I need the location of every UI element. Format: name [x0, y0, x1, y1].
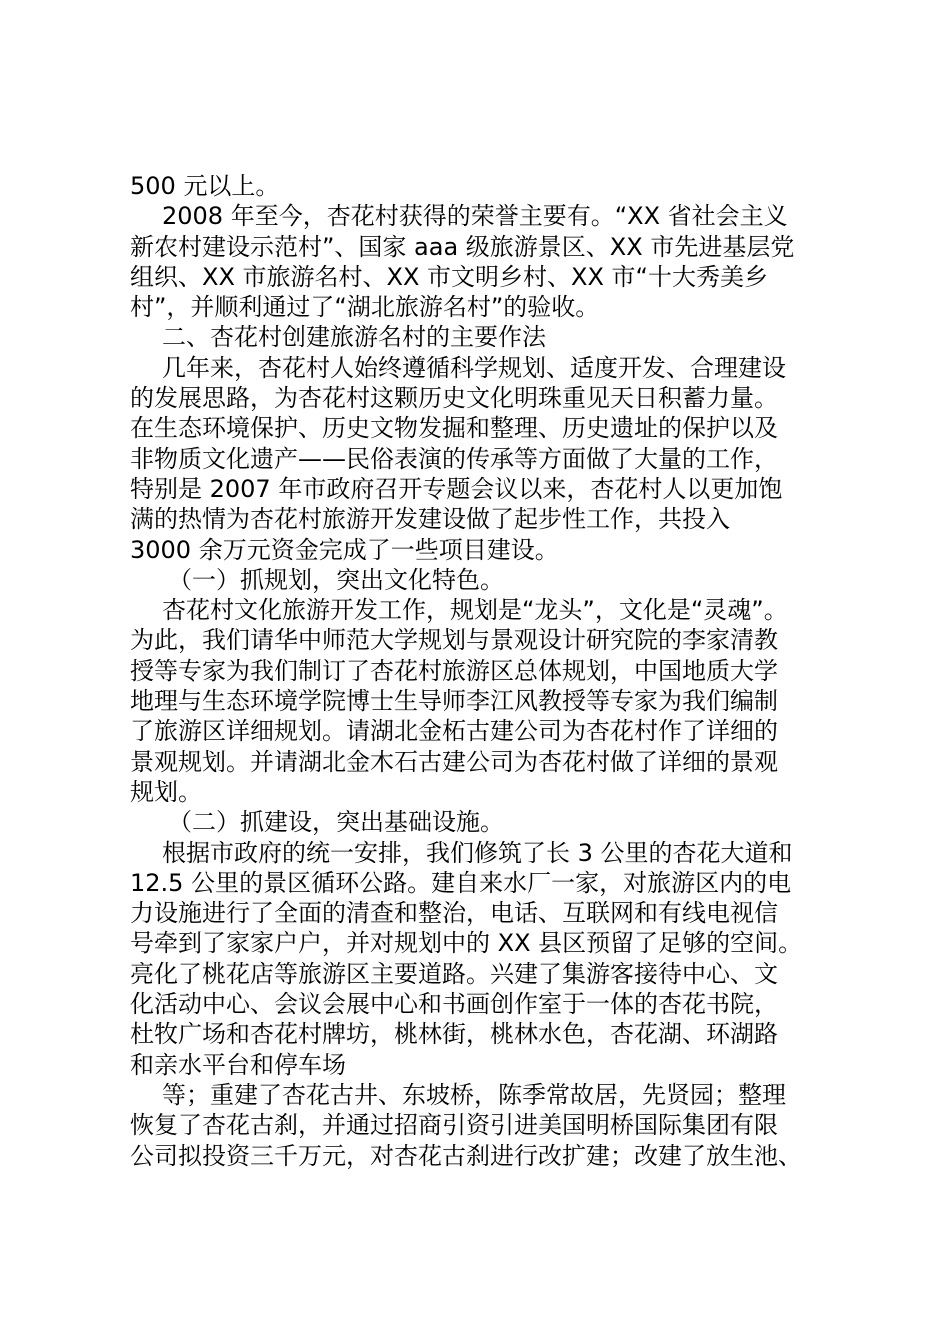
text-line: 和亲水平台和停车场: [130, 1050, 346, 1079]
text-line: （二）抓建设，突出基础设施。: [168, 808, 504, 837]
text-line: 2008 年至今，杏花村获得的荣誉主要有。“XX 省社会主义: [162, 202, 788, 231]
text-line: 力设施进行了全面的清查和整治，电话、互联网和有线电视信: [130, 899, 778, 928]
text-line: 几年来，杏花村人始终遵循科学规划、适度开发、合理建设: [162, 353, 786, 382]
text-line: 规划。: [130, 777, 202, 806]
text-line: 为此，我们请华中师范大学规划与景观设计研究院的李家清教: [130, 626, 778, 655]
text-line: 非物质文化遗产——民俗表演的传承等方面做了大量的工作，: [130, 444, 778, 473]
text-line: 3000 余万元资金完成了一些项目建设。: [130, 535, 559, 564]
document-body: [130, 171, 830, 1171]
text-line: 500 元以上。: [130, 172, 280, 200]
text-line: 授等专家为我们制订了杏花村旅游区总体规划，中国地质大学: [130, 656, 778, 685]
text-line: 满的热情为杏花村旅游开发建设做了起步性工作，共投入: [130, 505, 730, 534]
text-line: 二、杏花村创建旅游名村的主要作法: [162, 323, 546, 352]
text-line: 恢复了杏花古刹，并通过招商引资引进美国明桥国际集团有限: [130, 1111, 778, 1140]
text-line: 杏花村文化旅游开发工作，规划是“龙头”，文化是“灵魂”。: [162, 596, 788, 625]
text-line: 在生态环境保护、历史文物发掘和整理、历史遗址的保护以及: [130, 414, 778, 443]
text-line: 地理与生态环境学院博士生导师李江风教授等专家为我们编制: [130, 687, 778, 716]
text-line: 景观规划。并请湖北金木石古建公司为杏花村做了详细的景观: [130, 747, 778, 776]
text-line: 新农村建设示范村”、国家 aaa 级旅游景区、XX 市先进基层党: [130, 232, 795, 261]
text-line: 特别是 2007 年市政府召开专题会议以来，杏花村人以更加饱: [130, 474, 783, 503]
text-line: 了旅游区详细规划。请湖北金柘古建公司为杏花村作了详细的: [130, 717, 778, 746]
text-line: 化活动中心、会议会展中心和书画创作室于一体的杏花书院，: [130, 990, 778, 1019]
text-line: 号牵到了家家户户，并对规划中的 XX 县区预留了足够的空间。: [130, 929, 803, 958]
text-line: 村”，并顺利通过了“湖北旅游名村”的验收。: [130, 293, 600, 322]
text-line: 杜牧广场和杏花村牌坊，桃林街，桃林水色，杏花湖、环湖路: [130, 1020, 778, 1049]
text-line: 的发展思路，为杏花村这颗历史文化明珠重见天日积蓄力量。: [130, 384, 778, 413]
text-line: 公司拟投资三千万元，对杏花古刹进行改扩建；改建了放生池、: [130, 1141, 802, 1170]
text-line: 根据市政府的统一安排，我们修筑了长 3 公里的杏花大道和: [162, 838, 793, 867]
text-line: 等；重建了杏花古井、东坡桥，陈季常故居，先贤园；整理: [162, 1080, 786, 1109]
text-line: 12.5 公里的景区循环公路。建自来水厂一家，对旅游区内的电: [130, 868, 792, 897]
text-line: 亮化了桃花店等旅游区主要道路。兴建了集游客接待中心、文: [130, 959, 778, 988]
text-line: 组织、XX 市旅游名村、XX 市文明乡村、XX 市“十大秀美乡: [130, 262, 768, 291]
text-line: （一）抓规划，突出文化特色。: [168, 565, 504, 594]
